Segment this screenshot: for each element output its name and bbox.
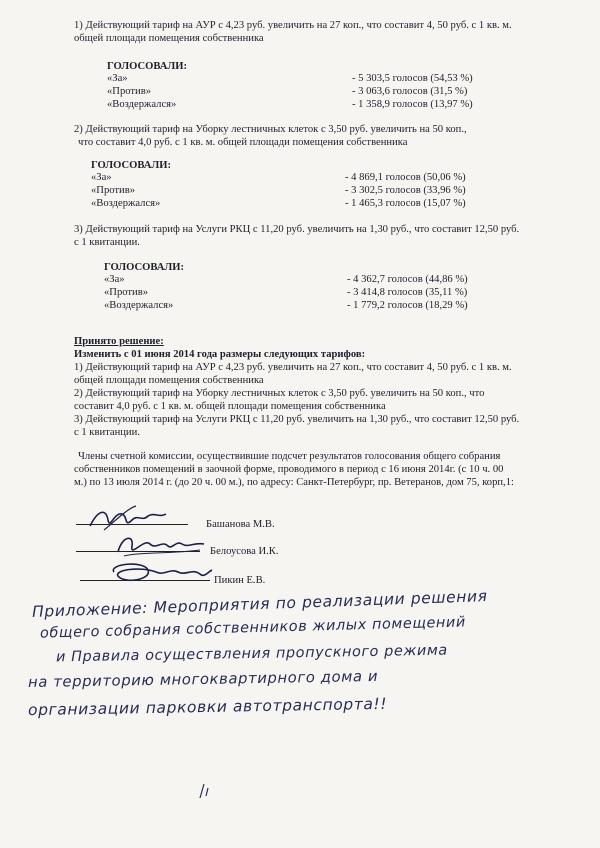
section3-vote-value: - 1 779,2 голосов (18,29 %) (347, 300, 468, 311)
section3-vote-label: «Воздержался» (104, 300, 174, 311)
section3-heading: ГОЛОСОВАЛИ: (104, 262, 185, 273)
decision-line: с 1 квитанции. (74, 427, 140, 438)
handwritten-line: общего собрания собственников жилых помещений (39, 614, 467, 642)
section1-vote-value: - 5 303,5 голосов (54,53 %) (352, 73, 473, 84)
section2-line1: 2) Действующий тариф на Уборку лестничных клеток с 3,50 руб. увеличить на 50 коп., (74, 124, 467, 135)
stray-mark (194, 778, 214, 802)
section1-line2: общей площади помещения собственника (74, 33, 264, 44)
section2-vote-value: - 4 869,1 голосов (50,06 %) (345, 172, 466, 183)
section1-line1: 1) Действующий тариф на АУР с 4,23 руб. увеличить на 27 коп., что составит 4, 50 руб. с 1 кв. м. (74, 20, 512, 31)
decision-heading: Принято решение: (74, 336, 164, 347)
section1-vote-label: «Против» (107, 86, 151, 97)
decision-subheading: Изменить с 01 июня 2014 года размеры следующих тарифов: (74, 349, 366, 360)
section2-heading: ГОЛОСОВАЛИ: (91, 160, 172, 171)
section3-vote-value: - 4 362,7 голосов (44,86 %) (347, 274, 468, 285)
decision-line: 2) Действующий тариф на Уборку лестничных клеток с 3,50 руб. увеличить на 50 коп., что (74, 388, 485, 399)
handwritten-line: организации парковки автотранспорта!! (27, 694, 388, 720)
section2-vote-label: «За» (91, 172, 112, 183)
section3-vote-label: «Против» (104, 287, 148, 298)
handwritten-line: Приложение: Мероприятия по реализации решения (31, 587, 488, 621)
section3-line1: 3) Действующий тариф на Услуги РКЦ с 11,20 руб. увеличить на 1,30 руб., что составит 12,50 руб. (74, 224, 520, 235)
section2-vote-label: «Против» (91, 185, 135, 196)
section1-vote-value: - 1 358,9 голосов (13,97 %) (352, 99, 473, 110)
section3-vote-label: «За» (104, 274, 125, 285)
signatory-name: Пикин Е.В. (214, 575, 266, 586)
handwritten-line: на территорию многоквартирного дома и (27, 667, 379, 692)
commission-line: собственников помещений в заочной форме, проводимого в период с 16 июня 2014г. (с 10 ч. 00 (74, 464, 504, 475)
section1-heading: ГОЛОСОВАЛИ: (107, 61, 188, 72)
section3-vote-value: - 3 414,8 голосов (35,11 %) (347, 287, 468, 298)
signatory-name: Башанова М.В. (206, 519, 275, 530)
section2-vote-value: - 3 302,5 голосов (33,96 %) (345, 185, 466, 196)
section2-vote-label: «Воздержался» (91, 198, 161, 209)
decision-line: составит 4,0 руб. с 1 кв. м. общей площади помещения собственника (74, 401, 386, 412)
commission-line: Члены счетной комиссии, осуществившие подсчет результатов голосования общего собрания (78, 451, 501, 462)
decision-line: 1) Действующий тариф на АУР с 4,23 руб. увеличить на 27 коп., что составит 4, 50 руб. с 1 кв. м. (74, 362, 512, 373)
section2-vote-value: - 1 465,3 голосов (15,07 %) (345, 198, 466, 209)
section1-vote-label: «Воздержался» (107, 99, 177, 110)
decision-line: общей площади помещения собственника (74, 375, 264, 386)
decision-line: 3) Действующий тариф на Услуги РКЦ с 11,20 руб. увеличить на 1,30 руб., что составит 12,50 руб. (74, 414, 520, 425)
section1-vote-value: - 3 063,6 голосов (31,5 %) (352, 86, 468, 97)
signatory-name: Белоусова И.К. (210, 546, 279, 557)
commission-line: м.) по 13 июля 2014 г. (до 20 ч. 00 м.), по адресу: Санкт-Петербург, пр. Ветеранов, дом 75, корп,1: (74, 477, 514, 488)
handwritten-line: и Правила осуществления пропускного режима (55, 642, 448, 666)
section3-line2: с 1 квитанции. (74, 237, 140, 248)
section1-vote-label: «За» (107, 73, 128, 84)
signature-scribble (104, 558, 216, 588)
section2-line2: что составит 4,0 руб. с 1 кв. м. общей площади помещения собственника (78, 137, 408, 148)
